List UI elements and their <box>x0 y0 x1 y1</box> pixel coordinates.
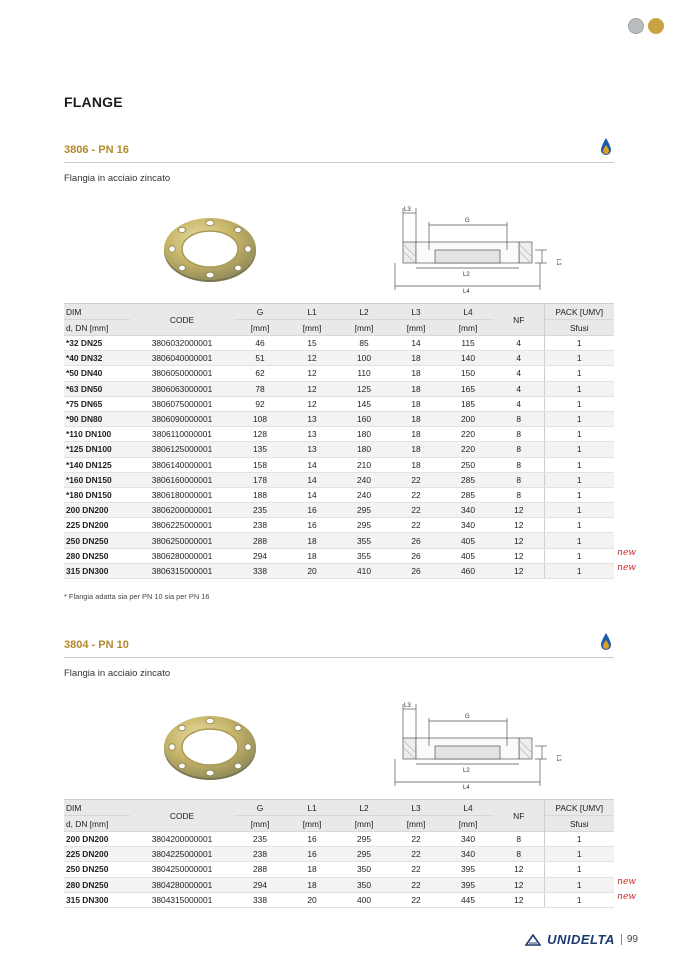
cell-code: 3806250000001 <box>130 533 234 548</box>
cell-nf: 8 <box>494 411 544 426</box>
cell-l4: 340 <box>442 503 494 518</box>
cell-l2: 400 <box>338 892 390 907</box>
table-row <box>64 892 614 907</box>
cell-l1: 16 <box>286 847 338 862</box>
section-header <box>64 141 614 163</box>
cell-l2: 240 <box>338 487 390 502</box>
cell-g: 188 <box>234 487 286 502</box>
cell-l2: 110 <box>338 366 390 381</box>
header-nf: NF <box>494 304 544 336</box>
cell-l2: 355 <box>338 548 390 563</box>
cell-nf: 8 <box>494 457 544 472</box>
cell-l4: 200 <box>442 411 494 426</box>
header-l1-unit: [mm] <box>286 320 338 336</box>
cell-l2: 295 <box>338 832 390 847</box>
cell-g: 294 <box>234 548 286 563</box>
cell-pack: 1 new <box>544 548 614 563</box>
cell-nf: 4 <box>494 396 544 411</box>
header-code: CODE <box>130 800 234 832</box>
cell-l2: 350 <box>338 862 390 877</box>
cell-g: 178 <box>234 472 286 487</box>
cell-code: 3804250000001 <box>130 862 234 877</box>
cell-nf: 12 <box>494 862 544 877</box>
cell-l3: 22 <box>390 472 442 487</box>
cell-l4: 395 <box>442 862 494 877</box>
cell-l3: 18 <box>390 457 442 472</box>
cell-pack: 1 <box>544 503 614 518</box>
cell-pack: 1 <box>544 396 614 411</box>
table-row <box>64 336 614 351</box>
cell-l1: 13 <box>286 442 338 457</box>
cell-pack: 1 <box>544 366 614 381</box>
cell-dim: 200 DN200 <box>64 503 130 518</box>
cell-nf: 8 <box>494 847 544 862</box>
section-description: Flangia in acciaio zincato <box>64 173 171 184</box>
cell-l2: 160 <box>338 411 390 426</box>
header-pack-sub: Sfusi <box>544 320 614 336</box>
table-body <box>64 336 636 579</box>
header-dim: DIM <box>64 304 130 320</box>
section-header <box>64 636 614 658</box>
cell-l2: 355 <box>338 533 390 548</box>
cell-dim: *160 DN150 <box>64 472 130 487</box>
gold-dot-icon <box>648 18 664 34</box>
cell-l1: 16 <box>286 503 338 518</box>
cell-code: 3806225000001 <box>130 518 234 533</box>
header-l4-unit: [mm] <box>442 320 494 336</box>
section-3804 <box>64 636 614 679</box>
cell-l3: 26 <box>390 563 442 578</box>
cell-g: 235 <box>234 832 286 847</box>
cell-pack: 1 <box>544 411 614 426</box>
table-row <box>64 548 614 563</box>
cell-l1: 14 <box>286 457 338 472</box>
new-badge: new <box>617 876 636 887</box>
cell-nf: 4 <box>494 336 544 351</box>
table-row <box>64 847 614 862</box>
cell-l4: 340 <box>442 832 494 847</box>
cell-l4: 285 <box>442 472 494 487</box>
cell-code: 3806280000001 <box>130 548 234 563</box>
cell-pack: 1 <box>544 862 614 877</box>
cell-l3: 22 <box>390 847 442 862</box>
cell-code: 3806090000001 <box>130 411 234 426</box>
table-row <box>64 442 614 457</box>
table-row <box>64 862 614 877</box>
section-title: 3806 - PN 16 <box>64 144 129 156</box>
cell-l4: 460 <box>442 563 494 578</box>
cell-dim: *180 DN150 <box>64 487 130 502</box>
cell-l1: 18 <box>286 877 338 892</box>
cell-code: 3804280000001 <box>130 877 234 892</box>
cell-dim: *110 DN100 <box>64 427 130 442</box>
cell-nf: 8 <box>494 487 544 502</box>
cell-pack: 1 <box>544 427 614 442</box>
table-row <box>64 472 614 487</box>
header-l1: L1 <box>286 800 338 816</box>
cell-l2: 100 <box>338 351 390 366</box>
cell-dim: *140 DN125 <box>64 457 130 472</box>
header-l3: L3 <box>390 800 442 816</box>
cell-g: 238 <box>234 847 286 862</box>
table-row <box>64 381 614 396</box>
cell-pack: 1 <box>544 533 614 548</box>
water-drop-icon <box>600 137 612 157</box>
cell-nf: 12 <box>494 877 544 892</box>
cell-code: 3806040000001 <box>130 351 234 366</box>
header-pack: PACK [UMV] <box>544 800 614 816</box>
drawing-label-l2: L2 <box>463 768 470 774</box>
cell-pack: 1 new <box>544 877 614 892</box>
drawing-label-g: G <box>465 714 470 720</box>
cell-nf: 8 <box>494 427 544 442</box>
cell-l3: 26 <box>390 548 442 563</box>
cell-code: 3806140000001 <box>130 457 234 472</box>
cell-l1: 12 <box>286 381 338 396</box>
section-3806 <box>64 141 614 184</box>
cell-l1: 20 <box>286 563 338 578</box>
cell-l2: 295 <box>338 503 390 518</box>
cell-l3: 22 <box>390 892 442 907</box>
water-drop-icon <box>600 632 612 652</box>
cell-l1: 16 <box>286 518 338 533</box>
cell-code: 3804225000001 <box>130 847 234 862</box>
cell-code: 3806180000001 <box>130 487 234 502</box>
grey-dot-icon <box>628 18 644 34</box>
cell-nf: 8 <box>494 442 544 457</box>
cell-l1: 12 <box>286 351 338 366</box>
cell-code: 3806315000001 <box>130 563 234 578</box>
cell-l1: 12 <box>286 366 338 381</box>
cell-l1: 20 <box>286 892 338 907</box>
cell-g: 78 <box>234 381 286 396</box>
header-dim-unit: d, DN [mm] <box>64 320 130 336</box>
cell-l3: 22 <box>390 518 442 533</box>
cell-nf: 4 <box>494 351 544 366</box>
page-number: 99 <box>621 934 638 945</box>
header-dim-unit: d, DN [mm] <box>64 816 130 832</box>
cell-l4: 140 <box>442 351 494 366</box>
table-row <box>64 503 614 518</box>
cell-l2: 145 <box>338 396 390 411</box>
cell-nf: 8 <box>494 472 544 487</box>
header-l2-unit: [mm] <box>338 320 390 336</box>
cell-l4: 285 <box>442 487 494 502</box>
cell-l1: 18 <box>286 862 338 877</box>
cell-l1: 12 <box>286 396 338 411</box>
cell-l1: 16 <box>286 832 338 847</box>
cell-code: 3806125000001 <box>130 442 234 457</box>
cell-l2: 240 <box>338 472 390 487</box>
cell-l2: 410 <box>338 563 390 578</box>
cell-pack: 1 new <box>544 563 614 578</box>
header-dim: DIM <box>64 800 130 816</box>
cell-pack: 1 <box>544 351 614 366</box>
table-row <box>64 832 614 847</box>
cell-pack: 1 <box>544 518 614 533</box>
table-row <box>64 518 614 533</box>
header-l2: L2 <box>338 304 390 320</box>
cell-l1: 14 <box>286 472 338 487</box>
cell-l3: 18 <box>390 381 442 396</box>
cell-dim: 250 DN250 <box>64 533 130 548</box>
cell-pack: 1 new <box>544 892 614 907</box>
cell-g: 288 <box>234 862 286 877</box>
cell-l4: 220 <box>442 427 494 442</box>
cell-l1: 18 <box>286 548 338 563</box>
cell-dim: *75 DN65 <box>64 396 130 411</box>
drawing-label-l3: L3 <box>404 703 411 709</box>
cell-l3: 22 <box>390 832 442 847</box>
cell-pack: 1 <box>544 336 614 351</box>
flange-photo <box>160 213 260 285</box>
cell-l4: 405 <box>442 548 494 563</box>
cell-dim: *32 DN25 <box>64 336 130 351</box>
new-badge: new <box>617 562 636 573</box>
cell-l3: 26 <box>390 533 442 548</box>
drawing-label-l1: L1 <box>555 259 561 266</box>
cell-l2: 85 <box>338 336 390 351</box>
header-dots <box>628 18 664 34</box>
cell-g: 338 <box>234 892 286 907</box>
cell-l3: 22 <box>390 862 442 877</box>
cell-dim: *63 DN50 <box>64 381 130 396</box>
cell-l2: 125 <box>338 381 390 396</box>
cell-g: 62 <box>234 366 286 381</box>
cell-l4: 220 <box>442 442 494 457</box>
cell-dim: *90 DN80 <box>64 411 130 426</box>
table-row <box>64 427 614 442</box>
cell-l1: 15 <box>286 336 338 351</box>
cell-dim: 225 DN200 <box>64 847 130 862</box>
cell-pack: 1 <box>544 847 614 862</box>
cell-code: 3804315000001 <box>130 892 234 907</box>
header-l1: L1 <box>286 304 338 320</box>
brand-logo: UNIDELTA <box>547 932 615 947</box>
cell-l2: 295 <box>338 518 390 533</box>
cell-l2: 295 <box>338 847 390 862</box>
cell-code: 3804200000001 <box>130 832 234 847</box>
cell-g: 108 <box>234 411 286 426</box>
cell-dim: 280 DN250 <box>64 548 130 563</box>
header-l2-unit: [mm] <box>338 816 390 832</box>
header-code: CODE <box>130 304 234 336</box>
cell-g: 46 <box>234 336 286 351</box>
new-badge: new <box>617 891 636 902</box>
cell-l3: 14 <box>390 336 442 351</box>
cell-l1: 13 <box>286 411 338 426</box>
header-l3: L3 <box>390 304 442 320</box>
cell-dim: 315 DN300 <box>64 892 130 907</box>
header-l4: L4 <box>442 800 494 816</box>
cell-l4: 340 <box>442 518 494 533</box>
cell-l2: 180 <box>338 427 390 442</box>
cell-pack: 1 <box>544 487 614 502</box>
cell-g: 128 <box>234 427 286 442</box>
cell-l3: 18 <box>390 427 442 442</box>
section-title: 3804 - PN 10 <box>64 639 129 651</box>
cell-l2: 180 <box>338 442 390 457</box>
table-row <box>64 351 614 366</box>
cell-g: 92 <box>234 396 286 411</box>
table-row <box>64 411 614 426</box>
cell-pack: 1 <box>544 442 614 457</box>
cell-g: 288 <box>234 533 286 548</box>
header-l4-unit: [mm] <box>442 816 494 832</box>
header-g: G <box>234 800 286 816</box>
footnote: * Flangia adatta sia per PN 10 sia per PN 16 <box>64 592 210 601</box>
header-pack: PACK [UMV] <box>544 304 614 320</box>
cell-code: 3806200000001 <box>130 503 234 518</box>
cell-dim: *50 DN40 <box>64 366 130 381</box>
new-badge: new <box>617 547 636 558</box>
cell-l4: 250 <box>442 457 494 472</box>
cell-nf: 12 <box>494 892 544 907</box>
cell-l4: 445 <box>442 892 494 907</box>
cell-g: 338 <box>234 563 286 578</box>
cell-g: 158 <box>234 457 286 472</box>
cell-nf: 4 <box>494 381 544 396</box>
footer <box>525 932 638 947</box>
cell-l4: 115 <box>442 336 494 351</box>
cell-l4: 395 <box>442 877 494 892</box>
cell-l3: 18 <box>390 366 442 381</box>
cell-g: 238 <box>234 518 286 533</box>
cell-dim: 315 DN300 <box>64 563 130 578</box>
cell-l4: 165 <box>442 381 494 396</box>
cell-dim: *125 DN100 <box>64 442 130 457</box>
drawing-label-l4: L4 <box>463 785 470 791</box>
cell-pack: 1 <box>544 472 614 487</box>
table-row <box>64 366 614 381</box>
cell-g: 51 <box>234 351 286 366</box>
cell-l3: 22 <box>390 503 442 518</box>
cell-l2: 350 <box>338 877 390 892</box>
flange-photo <box>160 711 260 783</box>
drawing-label-l3: L3 <box>404 207 411 213</box>
cell-l1: 14 <box>286 487 338 502</box>
cell-l3: 18 <box>390 411 442 426</box>
cell-l4: 150 <box>442 366 494 381</box>
flange-technical-drawing <box>385 200 575 300</box>
table-row <box>64 877 614 892</box>
page-title: FLANGE <box>64 94 123 110</box>
cell-l2: 210 <box>338 457 390 472</box>
table-body <box>64 832 636 908</box>
table-row <box>64 396 614 411</box>
cell-l1: 13 <box>286 427 338 442</box>
cell-l4: 340 <box>442 847 494 862</box>
unidelta-logo-icon <box>525 934 541 946</box>
header-l2: L2 <box>338 800 390 816</box>
cell-g: 294 <box>234 877 286 892</box>
cell-nf: 12 <box>494 563 544 578</box>
cell-dim: 225 DN200 <box>64 518 130 533</box>
cell-l1: 18 <box>286 533 338 548</box>
header-l1-unit: [mm] <box>286 816 338 832</box>
cell-dim: 200 DN200 <box>64 832 130 847</box>
drawing-label-g: G <box>465 218 470 224</box>
drawing-label-l4: L4 <box>463 289 470 295</box>
section-description: Flangia in acciaio zincato <box>64 668 171 679</box>
cell-nf: 8 <box>494 832 544 847</box>
table-3806 <box>64 303 636 579</box>
cell-nf: 12 <box>494 548 544 563</box>
drawing-label-l1: L1 <box>555 755 561 762</box>
cell-l3: 18 <box>390 351 442 366</box>
table-row <box>64 533 614 548</box>
cell-l3: 22 <box>390 877 442 892</box>
cell-code: 3806110000001 <box>130 427 234 442</box>
cell-l3: 22 <box>390 487 442 502</box>
cell-code: 3806075000001 <box>130 396 234 411</box>
drawing-label-l2: L2 <box>463 272 470 278</box>
cell-dim: 280 DN250 <box>64 877 130 892</box>
cell-pack: 1 <box>544 457 614 472</box>
cell-code: 3806160000001 <box>130 472 234 487</box>
cell-code: 3806063000001 <box>130 381 234 396</box>
cell-nf: 12 <box>494 518 544 533</box>
cell-g: 135 <box>234 442 286 457</box>
header-l4: L4 <box>442 304 494 320</box>
table-3804 <box>64 799 636 908</box>
cell-code: 3806032000001 <box>130 336 234 351</box>
cell-nf: 12 <box>494 533 544 548</box>
header-g-unit: [mm] <box>234 816 286 832</box>
cell-dim: *40 DN32 <box>64 351 130 366</box>
cell-l4: 185 <box>442 396 494 411</box>
header-pack-sub: Sfusi <box>544 816 614 832</box>
header-l3-unit: [mm] <box>390 320 442 336</box>
table-row <box>64 487 614 502</box>
cell-dim: 250 DN250 <box>64 862 130 877</box>
table-row <box>64 457 614 472</box>
header-g-unit: [mm] <box>234 320 286 336</box>
header-l3-unit: [mm] <box>390 816 442 832</box>
header-nf: NF <box>494 800 544 832</box>
table-row <box>64 563 614 578</box>
cell-l4: 405 <box>442 533 494 548</box>
header-g: G <box>234 304 286 320</box>
cell-code: 3806050000001 <box>130 366 234 381</box>
cell-nf: 12 <box>494 503 544 518</box>
cell-l3: 18 <box>390 442 442 457</box>
flange-technical-drawing <box>385 696 575 796</box>
cell-pack: 1 <box>544 832 614 847</box>
cell-nf: 4 <box>494 366 544 381</box>
cell-pack: 1 <box>544 381 614 396</box>
cell-l3: 18 <box>390 396 442 411</box>
cell-g: 235 <box>234 503 286 518</box>
